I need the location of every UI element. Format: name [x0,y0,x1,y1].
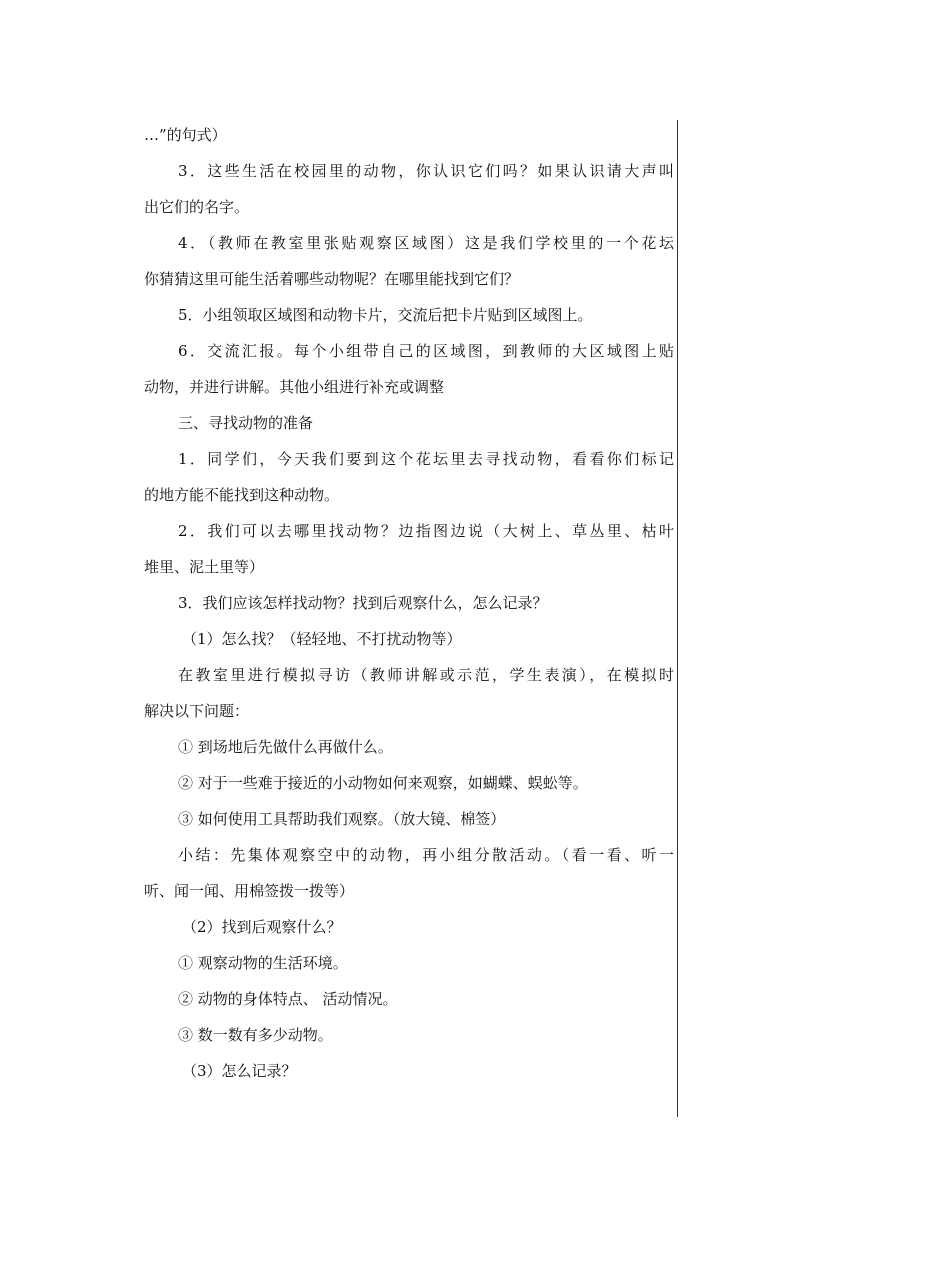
text-line: 3．我们应该怎样找动物？找到后观察什么，怎么记录？ [178,594,548,612]
text-line: 小结：先集体观察空中的动物，再小组分散活动。（看一看、听一 [178,846,674,864]
text-line: 6．交流汇报。每个小组带自己的区域图，到教师的大区域图上贴 [178,342,674,360]
text-line: 在教室里进行模拟寻访（教师讲解或示范，学生表演），在模拟时 [178,666,674,684]
text-line: （2）找到后观察什么？ [182,918,342,936]
list-item: ② 对于一些难于接近的小动物如何来观察，如蝴蝶、蜈蚣等。 [178,774,588,792]
text-line: 解决以下问题： [144,702,250,720]
lesson-plan-text [144,117,674,1089]
text-line: …”的句式） [144,126,227,144]
list-item: ① 观察动物的生活环境。 [178,954,348,972]
list-item: ② 动物的身体特点、 活动情况。 [178,990,398,1008]
text-line: （3）怎么记录？ [182,1062,297,1080]
text-line: 3．这些生活在校园里的动物，你认识它们吗？如果认识请大声叫 [178,162,674,180]
list-item: ③ 如何使用工具帮助我们观察。（放大镜、棉签） [178,810,506,828]
text-line: 听、闻一闻、用棉签拨一拨等） [144,882,355,900]
text-line: 5．小组领取区域图和动物卡片，交流后把卡片贴到区域图上。 [178,306,593,324]
text-line: 堆里、泥土里等） [144,558,265,576]
text-line: （1）怎么找？（轻轻地、不打扰动物等） [182,630,462,648]
text-line: 你猜猜这里可能生活着哪些动物呢？在哪里能找到它们？ [144,270,520,288]
text-line: 的地方能不能找到这种动物。 [144,486,340,504]
list-item: ① 到场地后先做什么再做什么。 [178,738,393,756]
text-line: 1．同学们，今天我们要到这个花坛里去寻找动物，看看你们标记 [178,450,674,468]
text-line: 出它们的名字。 [144,198,250,216]
text-line: 2．我们可以去哪里找动物？边指图边说（大树上、草丛里、枯叶 [178,522,674,540]
section-heading: 三、寻找动物的准备 [178,414,314,432]
text-line: 动物，并进行讲解。其他小组进行补充或调整 [144,378,445,396]
text-line: 4．（教师在教室里张贴观察区域图）这是我们学校里的一个花坛 [178,234,674,252]
table-right-border [677,120,678,1117]
list-item: ③ 数一数有多少动物。 [178,1026,333,1044]
